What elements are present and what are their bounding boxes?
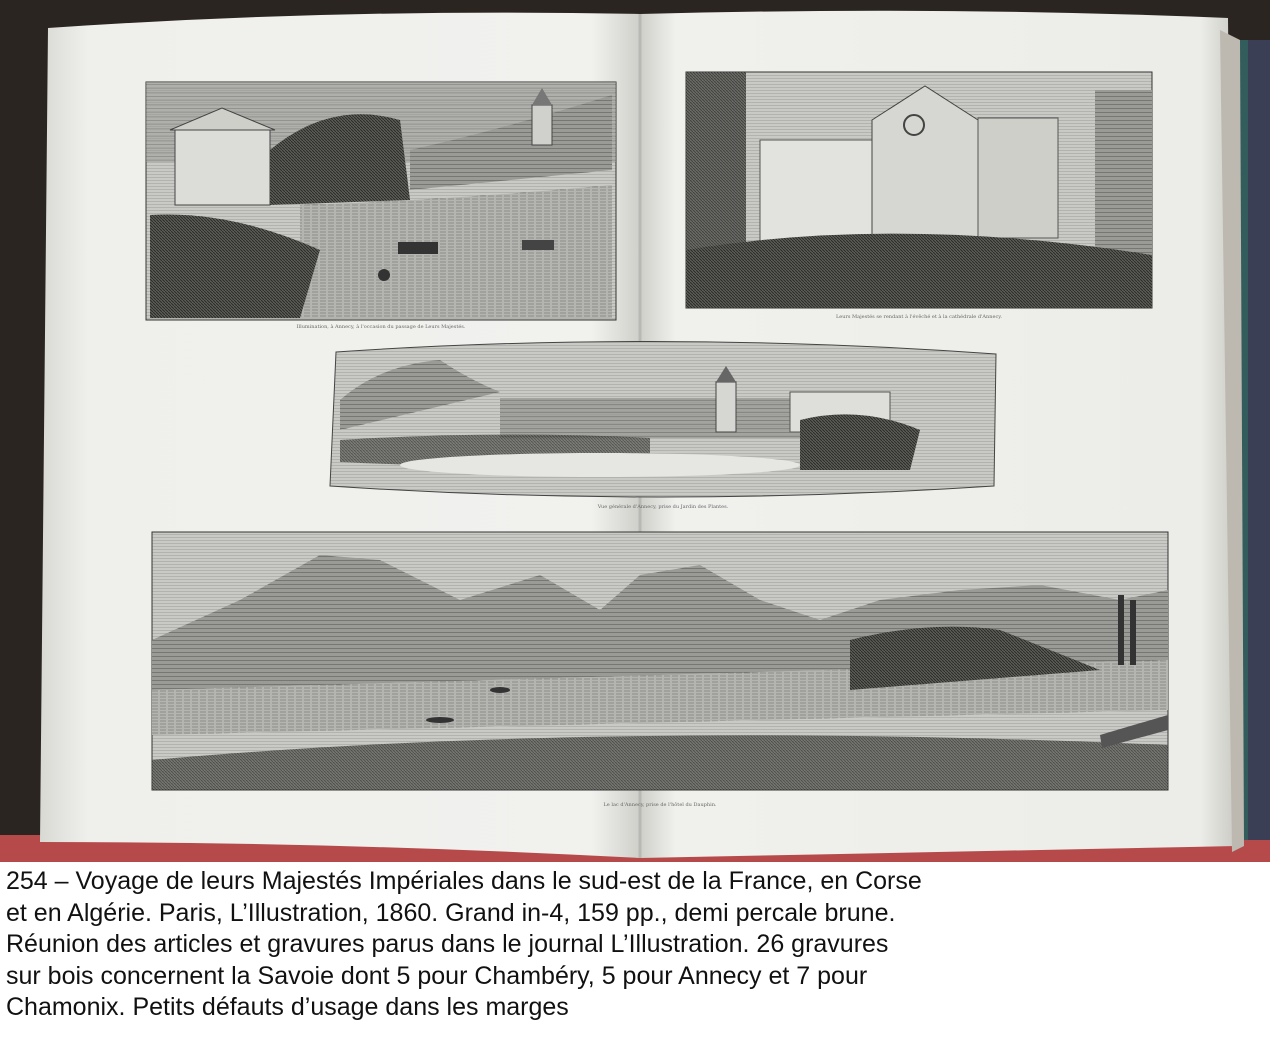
engraving-caption-3: Vue générale d'Annecy, prise du Jardin des Plantes. xyxy=(597,504,729,510)
caption-line: et en Algérie. Paris, L’Illustration, 1860. Grand in-4, 159 pp., demi percale brune. xyxy=(6,898,896,927)
engraving-caption-2: Leurs Majestés se rendant à l'évêché et à la cathédrale d'Annecy. xyxy=(835,314,1003,320)
lot-description xyxy=(6,866,1256,1024)
caption-line: sur bois concernent la Savoie dont 5 pour Chambéry, 5 pour Annecy et 7 pour xyxy=(6,961,868,990)
engraving-town-view xyxy=(330,341,996,497)
engraving-cathedral xyxy=(686,72,1152,308)
caption-line: 254 – Voyage de leurs Majestés Impériales dans le sud-est de la France, en Corse xyxy=(6,867,922,895)
engraving-caption-4: Le lac d'Annecy, prise de l'hôtel du Dauphin. xyxy=(603,802,717,808)
caption-line: Chamonix. Petits défauts d’usage dans les marges xyxy=(6,993,569,1021)
caption-line: Réunion des articles et gravures parus dans le journal L’Illustration. 26 gravures xyxy=(6,930,889,958)
engraving-illumination xyxy=(146,82,616,320)
engraving-caption-1: Illumination, à Annecy, à l'occasion du passage de Leurs Majestés. xyxy=(296,324,466,330)
engraving-lake xyxy=(152,532,1168,790)
